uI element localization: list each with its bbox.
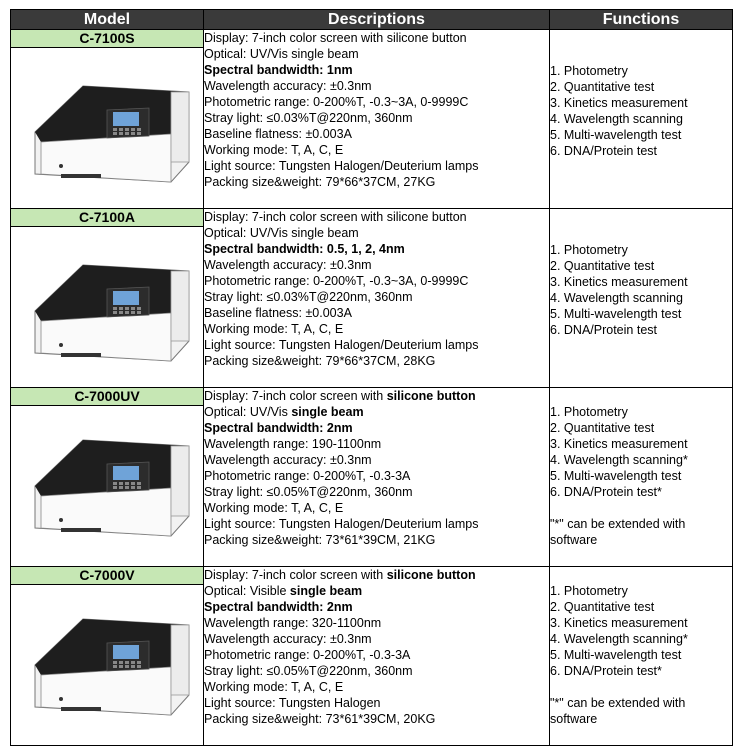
description-line: Optical: UV/Vis single beam [204, 226, 359, 240]
description-line: Photometric range: 0-200%T, -0.3-3A [204, 648, 411, 662]
function-item: 1. Photometry [550, 243, 628, 257]
header-descriptions: Descriptions [204, 10, 550, 30]
product-image-cell [11, 227, 204, 388]
spectrophotometer-image [21, 70, 193, 190]
description-line: Stray light: ≤0.03%T@220nm, 360nm [204, 111, 413, 125]
function-item: 2. Quantitative test [550, 421, 655, 435]
function-item: 6. DNA/Protein test [550, 323, 657, 337]
function-item: 5. Multi-wavelength test [550, 469, 682, 483]
function-item: 6. DNA/Protein test* [550, 664, 662, 678]
description-line: Display: 7-inch color screen with silicone button [204, 210, 467, 224]
description-line: Display: 7-inch color screen with silicone button [204, 568, 476, 582]
description-line: Wavelength accuracy: ±0.3nm [204, 632, 372, 646]
description-line: Working mode: T, A, C, E [204, 680, 344, 694]
description-line: Baseline flatness: ±0.003A [204, 306, 352, 320]
description-line: Working mode: T, A, C, E [204, 143, 344, 157]
description-line: Display: 7-inch color screen with silicone button [204, 389, 476, 403]
spec-table [10, 9, 733, 746]
description-line: Packing size&weight: 73*61*39CM, 21KG [204, 533, 436, 547]
function-item: 5. Multi-wavelength test [550, 648, 682, 662]
description-line: Light source: Tungsten Halogen/Deuterium lamps [204, 338, 479, 352]
description-line: Packing size&weight: 73*61*39CM, 20KG [204, 712, 436, 726]
description-line: Packing size&weight: 79*66*37CM, 28KG [204, 354, 436, 368]
software-note: "*" can be extended with software [550, 517, 686, 547]
product-image-cell [11, 406, 204, 567]
description-line: Display: 7-inch color screen with silicone button [204, 31, 467, 45]
function-item: 5. Multi-wavelength test [550, 307, 682, 321]
model-name: C-7100A [11, 209, 204, 227]
functions-cell [550, 30, 733, 209]
function-item: 6. DNA/Protein test [550, 144, 657, 158]
description-line: Baseline flatness: ±0.003A [204, 127, 352, 141]
description-line: Optical: UV/Vis single beam [204, 405, 364, 419]
function-item: 4. Wavelength scanning [550, 112, 683, 126]
description-line: Light source: Tungsten Halogen [204, 696, 381, 710]
model-name: C-7000UV [11, 388, 204, 406]
description-line: Spectral bandwidth: 1nm [204, 63, 353, 77]
description-line: Photometric range: 0-200%T, -0.3-3A [204, 469, 411, 483]
description-cell [204, 30, 550, 209]
description-cell [204, 388, 550, 567]
spectrophotometer-image [21, 249, 193, 369]
description-line: Stray light: ≤0.05%T@220nm, 360nm [204, 485, 413, 499]
function-item: 6. DNA/Protein test* [550, 485, 662, 499]
function-item: 3. Kinetics measurement [550, 616, 688, 630]
description-line: Wavelength range: 190-1100nm [204, 437, 382, 451]
header-functions: Functions [550, 10, 733, 30]
description-line: Stray light: ≤0.03%T@220nm, 360nm [204, 290, 413, 304]
function-item: 1. Photometry [550, 64, 628, 78]
function-item: 2. Quantitative test [550, 600, 655, 614]
description-line: Spectral bandwidth: 2nm [204, 600, 353, 614]
description-line: Packing size&weight: 79*66*37CM, 27KG [204, 175, 436, 189]
description-line: Wavelength accuracy: ±0.3nm [204, 79, 372, 93]
model-name: C-7000V [11, 567, 204, 585]
function-item: 4. Wavelength scanning* [550, 632, 688, 646]
spectrophotometer-image [21, 424, 193, 544]
description-cell [204, 567, 550, 746]
description-line: Light source: Tungsten Halogen/Deuterium lamps [204, 159, 479, 173]
description-line: Photometric range: 0-200%T, -0.3~3A, 0-9999C [204, 274, 469, 288]
description-line: Optical: UV/Vis single beam [204, 47, 359, 61]
functions-cell [550, 209, 733, 388]
model-name: C-7100S [11, 30, 204, 48]
header-model: Model [11, 10, 204, 30]
function-item: 3. Kinetics measurement [550, 275, 688, 289]
description-line: Spectral bandwidth: 0.5, 1, 2, 4nm [204, 242, 405, 256]
function-item: 4. Wavelength scanning [550, 291, 683, 305]
product-image-cell [11, 48, 204, 209]
function-item: 1. Photometry [550, 584, 628, 598]
description-line: Stray light: ≤0.05%T@220nm, 360nm [204, 664, 413, 678]
description-cell [204, 209, 550, 388]
description-line: Working mode: T, A, C, E [204, 322, 344, 336]
function-item: 3. Kinetics measurement [550, 437, 688, 451]
functions-cell [550, 567, 733, 746]
spectrophotometer-image [21, 603, 193, 723]
function-item: 2. Quantitative test [550, 259, 655, 273]
description-line: Working mode: T, A, C, E [204, 501, 344, 515]
function-item: 2. Quantitative test [550, 80, 655, 94]
function-item: 3. Kinetics measurement [550, 96, 688, 110]
description-line: Light source: Tungsten Halogen/Deuterium lamps [204, 517, 479, 531]
software-note: "*" can be extended with software [550, 696, 686, 726]
functions-cell [550, 388, 733, 567]
description-line: Spectral bandwidth: 2nm [204, 421, 353, 435]
description-line: Wavelength accuracy: ±0.3nm [204, 258, 372, 272]
description-line: Photometric range: 0-200%T, -0.3~3A, 0-9999C [204, 95, 469, 109]
function-item: 5. Multi-wavelength test [550, 128, 682, 142]
description-line: Optical: Visible single beam [204, 584, 363, 598]
description-line: Wavelength range: 320-1100nm [204, 616, 382, 630]
function-item: 1. Photometry [550, 405, 628, 419]
function-item: 4. Wavelength scanning* [550, 453, 688, 467]
product-image-cell [11, 585, 204, 746]
description-line: Wavelength accuracy: ±0.3nm [204, 453, 372, 467]
